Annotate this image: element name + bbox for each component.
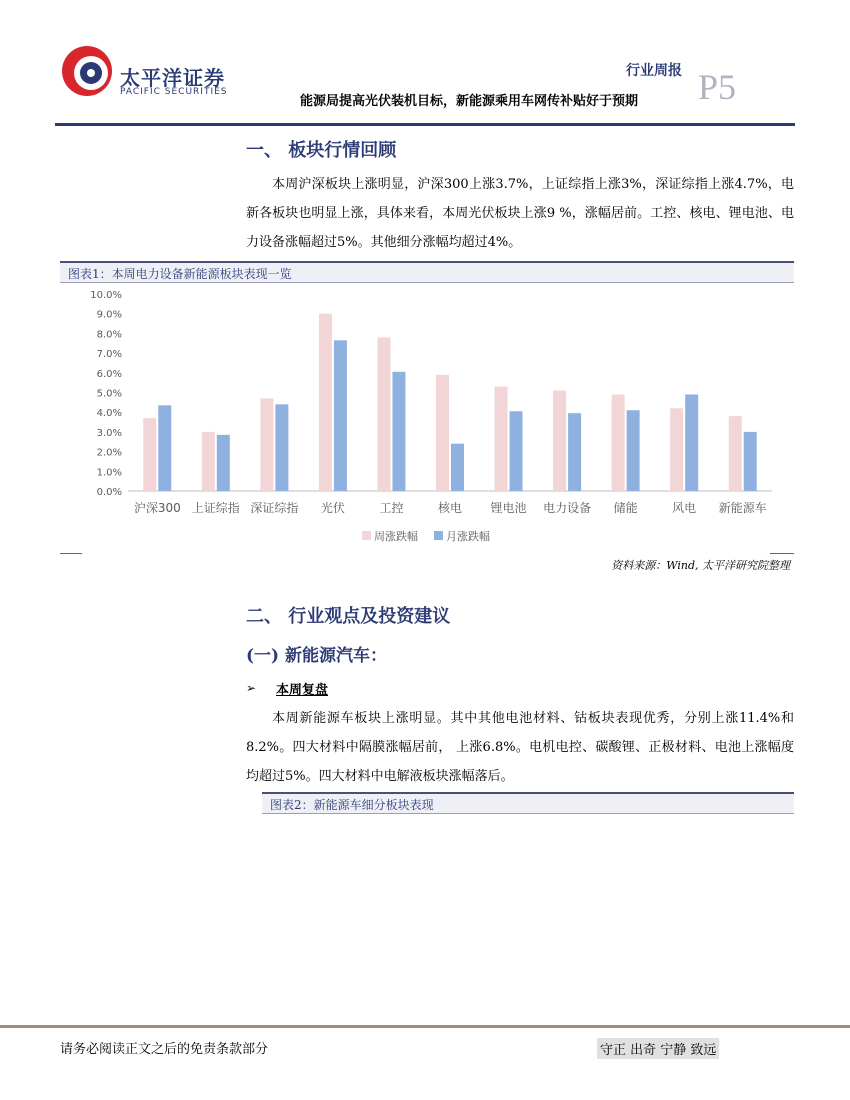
x-tick-label: 新能源车 <box>718 501 767 515</box>
page-number: P5 <box>698 67 737 107</box>
figure2-caption-bar <box>262 792 794 814</box>
legend-label-monthly: 月涨跌幅 <box>446 530 490 543</box>
legend-swatch-weekly <box>362 531 371 540</box>
footer-disclaimer: 请务必阅读正文之后的免责条款部分 <box>60 1042 269 1057</box>
logo-text-cn: 太平洋证券 <box>120 66 225 90</box>
x-tick-label: 深证综指 <box>250 501 299 515</box>
logo-text-en: PACIFIC SECURITIES <box>120 87 228 97</box>
section2-subheading: (一) 新能源汽车： <box>246 646 388 666</box>
section1-heading: 一、 板块行情回顾 <box>246 140 397 161</box>
figure1-caption: 图表1：本周电力设备新能源板块表现一览 <box>68 267 292 281</box>
y-tick-label: 9.0% <box>96 309 122 321</box>
x-tick-label: 工控 <box>379 501 404 515</box>
bar-weekly <box>612 394 625 491</box>
x-tick-label: 储能 <box>613 501 638 515</box>
y-tick-label: 10.0% <box>90 290 122 301</box>
source-rule-left <box>60 553 82 554</box>
bar-weekly <box>377 337 390 491</box>
source-rule-right <box>770 553 794 554</box>
bar-monthly <box>158 405 171 491</box>
y-tick-label: 5.0% <box>96 388 122 400</box>
legend-label-weekly: 周涨跌幅 <box>374 530 418 543</box>
x-tick-label: 核电 <box>437 501 463 515</box>
bar-monthly <box>275 404 288 491</box>
y-tick-label: 1.0% <box>96 467 122 479</box>
bullet-arrow-icon: ➢ <box>246 681 257 695</box>
y-tick-label: 3.0% <box>96 427 122 439</box>
report-type: 行业周报 <box>626 63 682 79</box>
bar-weekly <box>670 408 683 491</box>
bar-monthly <box>510 411 523 491</box>
y-tick-label: 4.0% <box>96 408 122 420</box>
bar-monthly <box>392 372 405 491</box>
x-tick-label: 光伏 <box>320 501 345 515</box>
bar-monthly <box>685 394 698 491</box>
y-axis <box>90 290 122 498</box>
x-tick-label: 电力设备 <box>543 501 592 515</box>
figure2-caption: 图表2：新能源车细分板块表现 <box>270 798 434 812</box>
footer-motto: 守正 出奇 宁静 致远 <box>597 1038 719 1059</box>
y-tick-label: 7.0% <box>96 349 122 361</box>
y-tick-label: 2.0% <box>96 447 122 459</box>
bar-weekly <box>143 418 156 491</box>
bar-monthly <box>568 413 581 491</box>
bullet-label: 本周复盘 <box>276 683 329 698</box>
figure1-source: 资料来源：Wind, 太平洋研究院整理 <box>611 559 790 572</box>
bar-monthly <box>627 410 640 491</box>
bar-weekly <box>202 432 215 491</box>
bar-weekly <box>553 391 566 491</box>
section1-paragraph: 本周沪深板块上涨明显，沪深300上涨3.7%，上证综指上涨3%，深证综指上涨4.7%，电新各板块也明显上涨，具体来看，本周光伏板块上涨9 %，涨幅居前。工控、核电、锂电池、电力设备涨幅超过5%。其他细分涨幅均超过4%。 <box>246 177 794 250</box>
x-tick-label: 锂电池 <box>490 501 527 515</box>
report-title: 能源局提高光伏装机目标，新能源乘用车网传补贴好于预期 <box>300 94 639 109</box>
section2-heading: 二、 行业观点及投资建议 <box>246 606 451 627</box>
bar-weekly <box>436 375 449 491</box>
chart-legend <box>362 529 490 543</box>
bars-group <box>143 314 756 491</box>
y-tick-label: 0.0% <box>96 487 122 498</box>
bar-weekly <box>729 416 742 491</box>
header-divider <box>55 123 795 126</box>
bar-monthly <box>744 432 757 491</box>
x-tick-label: 沪深300 <box>133 501 181 515</box>
legend-swatch-monthly <box>434 531 443 540</box>
bar-monthly <box>451 444 464 491</box>
bar-monthly <box>334 340 347 491</box>
figure1-caption-bar <box>60 261 794 283</box>
bar-weekly <box>495 387 508 491</box>
y-tick-label: 8.0% <box>96 329 122 341</box>
bar-monthly <box>217 435 230 491</box>
bar-weekly <box>260 398 273 491</box>
figure1-bar-chart <box>60 284 794 550</box>
company-logo-icon <box>60 44 114 98</box>
x-tick-label: 上证综指 <box>191 501 240 515</box>
footer-divider <box>0 1025 850 1028</box>
x-tick-label: 风电 <box>672 501 697 515</box>
section2-paragraph: 本周新能源车板块上涨明显。其中其他电池材料、钴板块表现优秀，分别上涨11.4%和8.2%。四大材料中隔膜涨幅居前， 上涨6.8%。电机电控、碳酸锂、正极材料、电池上涨幅度均超过5%。四大材料中电解液板块涨幅落后。 <box>246 711 794 784</box>
y-tick-label: 6.0% <box>96 368 122 380</box>
bar-weekly <box>319 314 332 491</box>
x-axis <box>134 500 767 515</box>
